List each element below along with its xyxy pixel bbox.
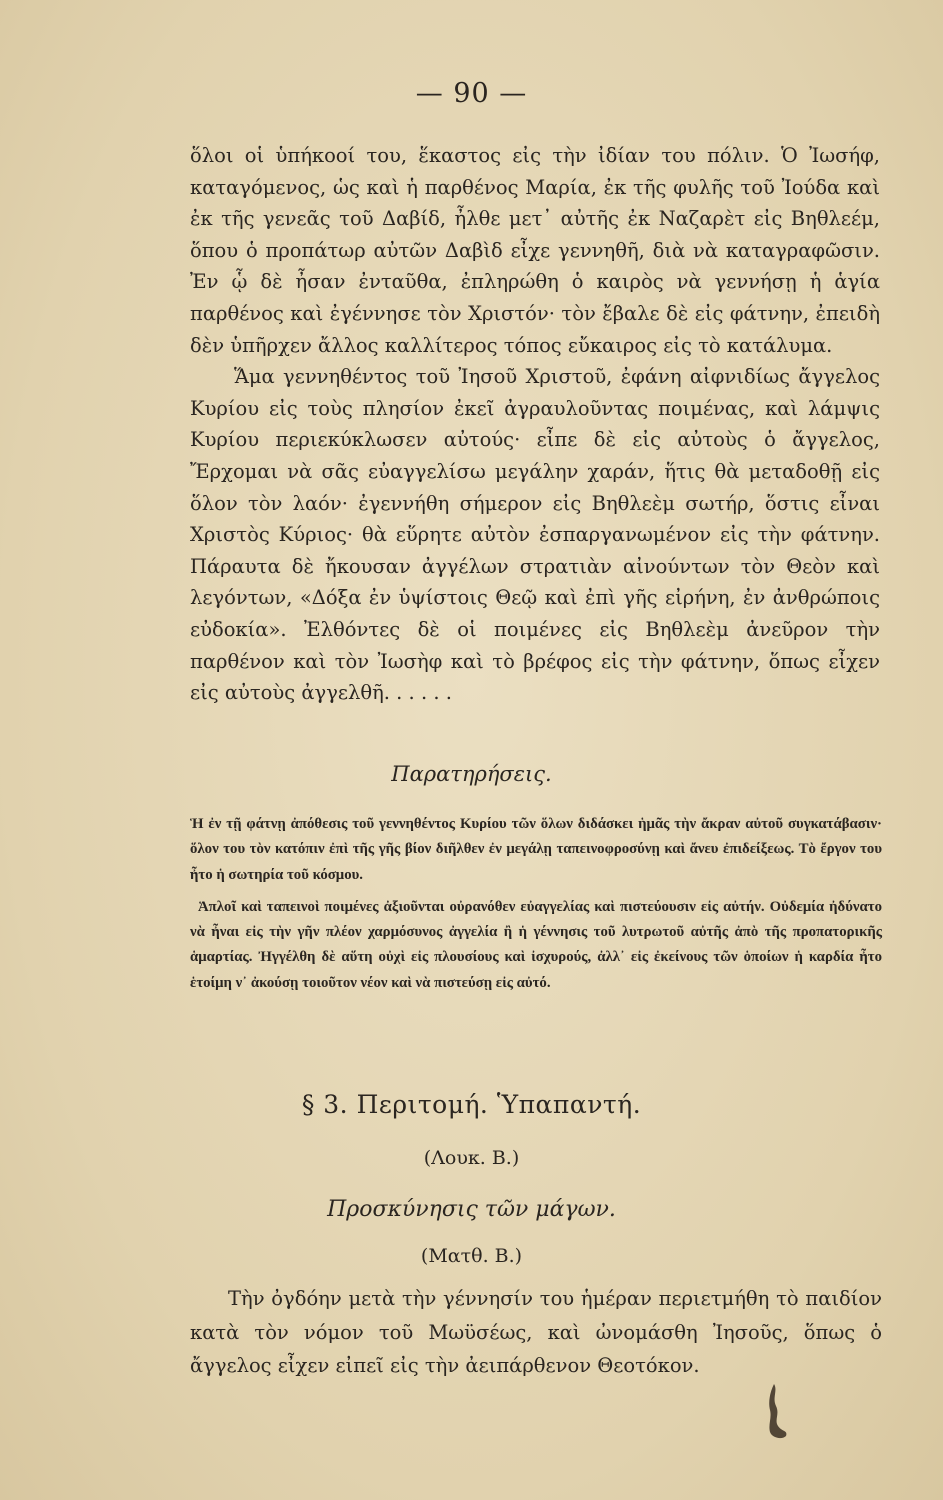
- note-paragraph: Ἁπλοῖ καὶ ταπεινοὶ ποιμένες ἀξιοῦνται οὐρανόθεν εὐαγγελίας καὶ πιστεύουσιν εἰς αὐτήν. Οὐδεμία ἠδύνατο νὰ ἦναι εἰς τὴν γῆν πλέον χαρμόσυνος ἀγγελία ἢ ἡ γέννησις τοῦ λυτρωτοῦ αὐτῆς ἀπὸ τῆς προπατορικῆς ἁμαρτίας. Ἠγγέλθη δὲ αὕτη οὐχὶ εἰς πλουσίους καὶ ἰσχυρούς, ἀλλ᾽ εἰς ἐκείνους τῶν ὁποίων ἡ καρδία ἦτο ἑτοίμη ν᾽ ἀκούσῃ τοιοῦτον νέον καὶ νὰ πιστεύσῃ εἰς αὐτό.: [190, 898, 882, 991]
- paragraph-shepherds: Ἅμα γεννηθέντος τοῦ Ἰησοῦ Χριστοῦ, ἐφάνη αἰφνιδίως ἄγγελος Κυρίου εἰς τοὺς πλησίον ἐκεῖ ἀγραυλοῦντας ποιμένας, καὶ λάμψις Κυρίου περιεκύκλωσεν αὐτούς· εἶπε δὲ εἰς αὐτοὺς ὁ ἄγγελος, Ἔρχομαι νὰ σᾶς εὐαγγελίσω μεγάλην χαράν, ἥτις θὰ μεταδοθῇ εἰς ὅλον τὸν λαόν· ἐγεννήθη σήμερον εἰς Βηθλεὲμ σωτήρ, ὅστις εἶναι Χριστὸς Κύριος· θὰ εὕρητε αὐτὸν ἐσπαργανωμένον εἰς τὴν φάτνην. Πάραυτα δὲ ἤκουσαν ἀγγέλων στρατιὰν αἰνούντων τὸν Θεὸν καὶ λεγόντων, «Δόξα ἐν ὑψίστοις Θεῷ καὶ ἐπὶ γῆς εἰρήνη, ἐν ἀνθρώποις εὐδοκία». Ἐλθόντες δὲ οἱ ποιμένες εἰς Βηθλεὲμ ἀνεῦρον τὴν παρθένον καὶ τὸν Ἰωσὴφ καὶ τὸ βρέφος εἰς τὴν φάτνην, ὅπως εἶχεν εἰς αὐτοὺς ἀγγελθῆ. . . . . .: [190, 365, 880, 705]
- observations-heading: Παρατηρήσεις.: [391, 762, 552, 786]
- main-text: [190, 140, 880, 709]
- observations-notes: [190, 812, 882, 996]
- section-heading: § 3. Περιτομή. Ὑπαπαντή.: [301, 1090, 642, 1119]
- paragraph-circumcision: Τὴν ὀγδόην μετὰ τὴν γέννησίν του ἡμέραν περιετμήθη τὸ παιδίον κατὰ τὸν νόμον τοῦ Μωϋσέως, καὶ ὠνομάσθη Ἰησοῦς, ὅπως ὁ ἄγγελος εἶχεν εἰπεῖ εἰς τὴν ἀειπάρθενον Θεοτόκον.: [190, 1287, 882, 1377]
- ink-stain: [760, 1380, 800, 1440]
- source-reference-matthew: (Ματθ. Β.): [420, 1245, 523, 1267]
- page-number: — 90 —: [415, 78, 528, 109]
- paragraph-census: ὅλοι οἱ ὑπήκοοί του, ἕκαστος εἰς τὴν ἰδίαν του πόλιν. Ὁ Ἰωσήφ, καταγόμενος, ὡς καὶ ἡ παρθένος Μαρία, ἐκ τῆς φυλῆς τοῦ Ἰούδα καὶ ἐκ τῆς γενεᾶς τοῦ Δαβίδ, ἦλθε μετ᾽ αὐτῆς ἐκ Ναζαρὲτ εἰς Βηθλεέμ, ὅπου ὁ προπάτωρ αὐτῶν Δαβὶδ εἶχε γεννηθῆ, διὰ νὰ καταγραφῶσιν. Ἐν ᾧ δὲ ἦσαν ἐνταῦθα, ἐπληρώθη ὁ καιρὸς νὰ γεννήσῃ ἡ ἁγία παρθένος καὶ ἐγέννησε τὸν Χριστόν· τὸν ἔβαλε δὲ εἰς φάτνην, ἐπειδὴ δὲν ὑπῆρχεν ἄλλος καλλίτερος τόπος εὔκαιρος εἰς τὸ κατάλυμα.: [190, 144, 880, 357]
- final-text: [190, 1282, 882, 1383]
- source-reference-luke: (Λουκ. Β.): [423, 1147, 520, 1169]
- note-paragraph: Ἡ ἐν τῇ φάτνῃ ἀπόθεσις τοῦ γεννηθέντος Κυρίου τῶν ὅλων διδάσκει ἡμᾶς τὴν ἄκραν αὐτοῦ συγκατάβασιν· ὅλον του τὸν κατόπιν ἐπὶ τῆς γῆς βίον διῆλθεν ἐν μεγάλῃ ταπεινοφροσύνῃ καὶ ἄνευ ἐπιδείξεως. Τὸ ἔργον του ἦτο ἡ σωτηρία τοῦ κόσμου.: [190, 816, 882, 883]
- sub-heading: Προσκύνησις τῶν μάγων.: [327, 1197, 616, 1222]
